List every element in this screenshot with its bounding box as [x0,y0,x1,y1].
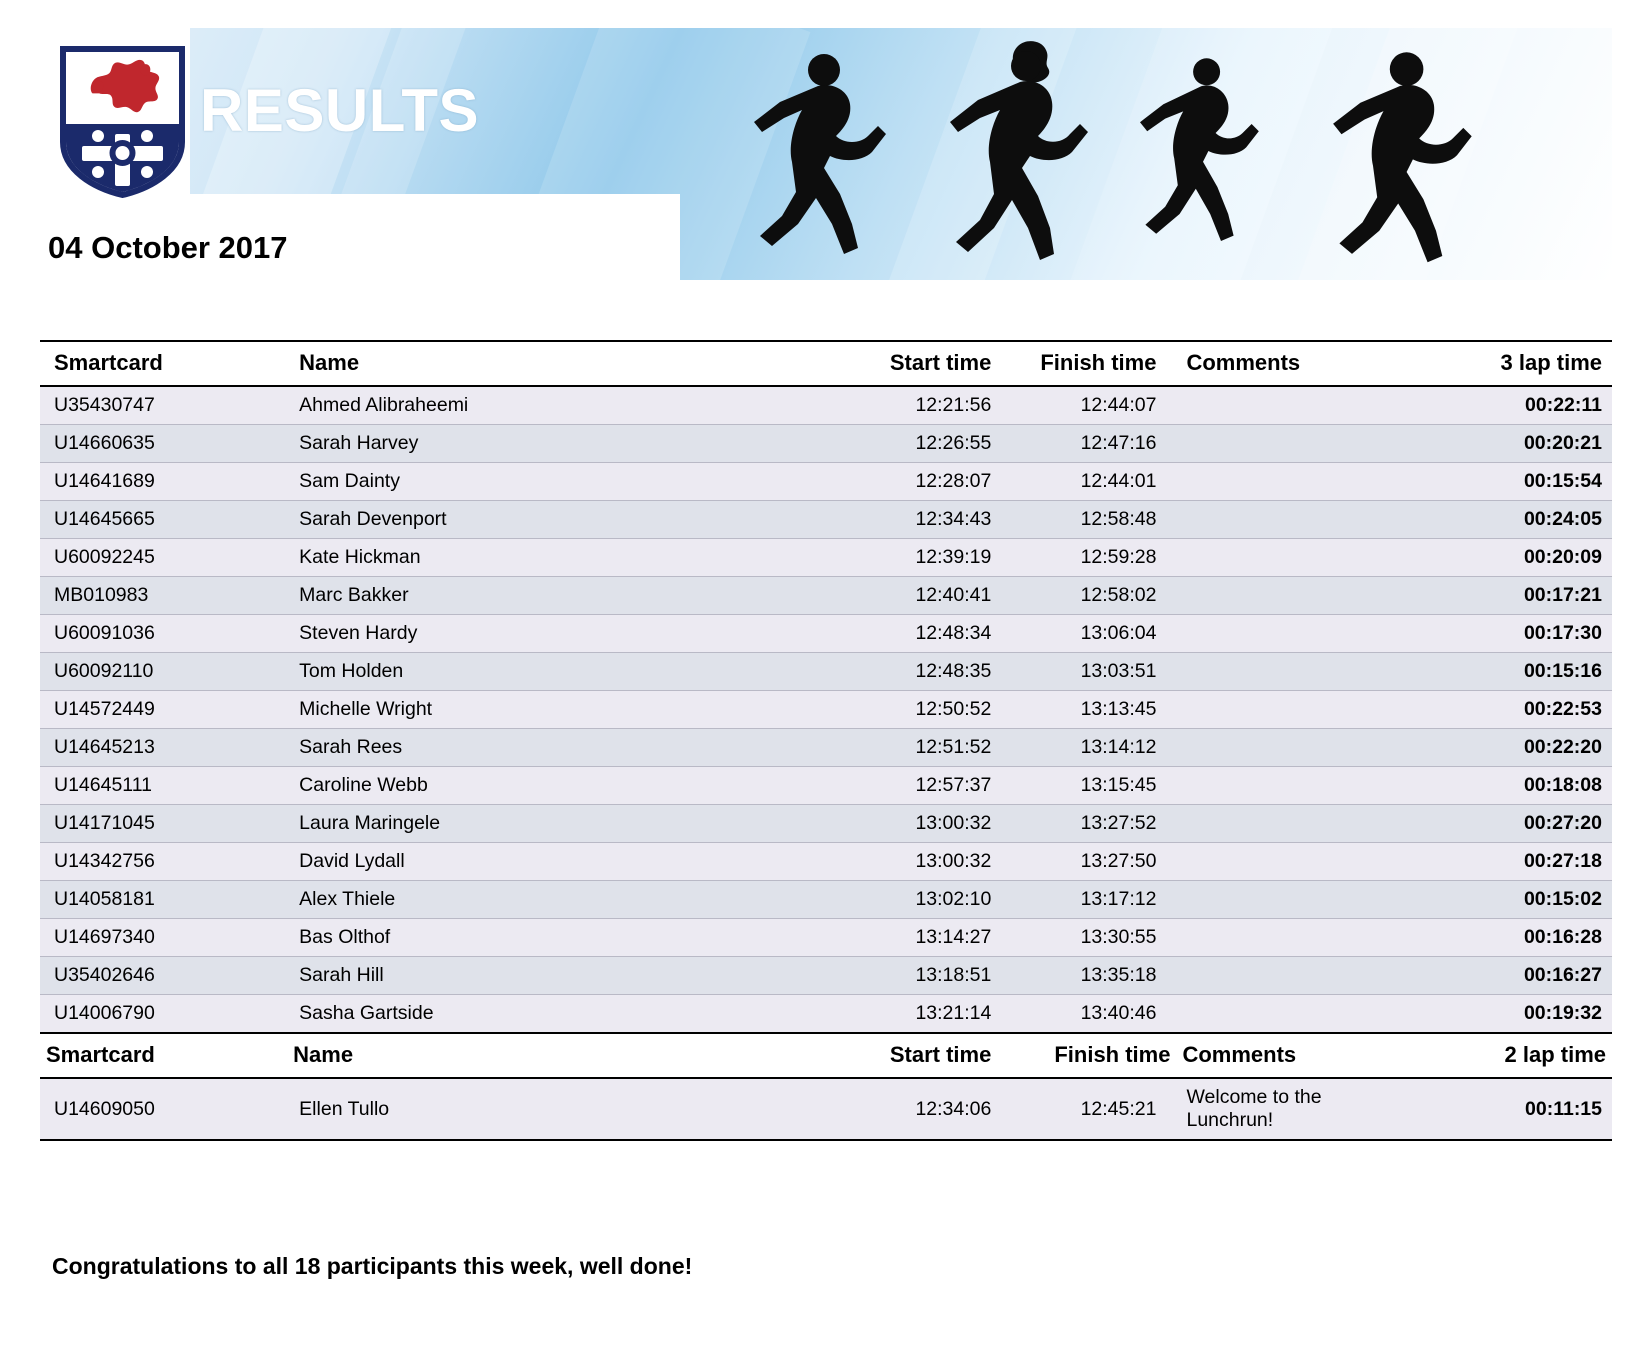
congratulations-note: Congratulations to all 18 participants this week, well done! [52,1253,693,1279]
cell-comments [1176,501,1413,539]
cell-smartcard: U35430747 [40,386,287,425]
table-row [40,463,1612,501]
table-row [40,729,1612,767]
table-row [40,1078,1612,1140]
col-start-time-2lap: Start time [819,1033,997,1078]
cell-comments [1176,843,1413,881]
table-row [40,919,1612,957]
cell-comments [1176,881,1413,919]
cell-finish: 13:15:45 [997,767,1176,805]
cell-finish: 12:44:07 [997,386,1176,425]
cell-finish: 12:44:01 [997,463,1176,501]
cell-start: 12:28:07 [819,463,997,501]
cell-name: Kate Hickman [287,539,819,577]
cell-smartcard: U14572449 [40,691,287,729]
cell-comments [1176,691,1413,729]
cell-start: 12:57:37 [819,767,997,805]
cell-comments [1176,463,1413,501]
table-row [40,425,1612,463]
cell-comments [1176,767,1413,805]
cell-finish: 13:27:52 [997,805,1176,843]
cell-comments [1176,957,1413,995]
cell-lap-time: 00:18:08 [1414,767,1612,805]
cell-name: Sarah Rees [287,729,819,767]
table-row [40,615,1612,653]
cell-name: David Lydall [287,843,819,881]
table-row [40,653,1612,691]
cell-finish: 13:17:12 [997,881,1176,919]
cell-start: 12:50:52 [819,691,997,729]
cell-name: Ahmed Alibraheemi [287,386,819,425]
cell-comments [1176,919,1413,957]
cell-name: Sam Dainty [287,463,819,501]
university-crest-icon [60,46,185,198]
cell-comments [1176,653,1413,691]
cell-finish: 12:58:48 [997,501,1176,539]
cell-smartcard: U14609050 [40,1078,287,1140]
cell-start: 13:21:14 [819,995,997,1034]
cell-finish: 12:59:28 [997,539,1176,577]
cell-finish: 13:13:45 [997,691,1176,729]
cell-comments [1176,995,1413,1034]
table-row [40,843,1612,881]
cell-finish: 12:47:16 [997,425,1176,463]
cell-comments [1176,805,1413,843]
two-lap-section [40,1033,1612,1140]
cell-start: 12:39:19 [819,539,997,577]
cell-lap-time: 00:16:28 [1414,919,1612,957]
table-header-row-3lap [40,341,1612,386]
cell-start: 12:21:56 [819,386,997,425]
table-row [40,995,1612,1034]
cell-smartcard: U14342756 [40,843,287,881]
cell-smartcard: MB010983 [40,577,287,615]
cell-smartcard: U14006790 [40,995,287,1034]
col-finish-time-2lap: Finish time [997,1033,1176,1078]
cell-finish: 13:30:55 [997,919,1176,957]
cell-name: Bas Olthof [287,919,819,957]
cell-lap-time: 00:15:16 [1414,653,1612,691]
cell-name: Marc Bakker [287,577,819,615]
cell-name: Sarah Devenport [287,501,819,539]
cell-comments [1176,425,1413,463]
col-comments: Comments [1176,341,1413,386]
cell-smartcard: U14058181 [40,881,287,919]
cell-lap-time: 00:19:32 [1414,995,1612,1034]
cell-smartcard: U14641689 [40,463,287,501]
table-row [40,767,1612,805]
cell-smartcard: U14660635 [40,425,287,463]
col-start-time: Start time [819,341,997,386]
cell-name: Steven Hardy [287,615,819,653]
cell-start: 13:00:32 [819,843,997,881]
cell-comments [1176,386,1413,425]
results-table [40,340,1612,1141]
cell-start: 12:51:52 [819,729,997,767]
cell-name: Tom Holden [287,653,819,691]
cell-lap-time: 00:15:02 [1414,881,1612,919]
cell-start: 12:34:43 [819,501,997,539]
cell-finish: 13:40:46 [997,995,1176,1034]
cell-finish: 12:58:02 [997,577,1176,615]
cell-lap-time: 00:22:53 [1414,691,1612,729]
col-smartcard: Smartcard [40,341,287,386]
cell-smartcard: U60092245 [40,539,287,577]
cell-lap-time: 00:20:21 [1414,425,1612,463]
cell-comments [1176,577,1413,615]
page-title: RESULTS [200,77,480,144]
col-comments-2lap: Comments [1176,1033,1413,1078]
table-row [40,881,1612,919]
results-sheet [40,340,1612,1141]
col-name: Name [287,341,819,386]
cell-finish: 13:14:12 [997,729,1176,767]
cell-start: 13:00:32 [819,805,997,843]
cell-smartcard: U60091036 [40,615,287,653]
runner-silhouettes-icon [722,40,1542,280]
cell-start: 12:48:34 [819,615,997,653]
col-finish-time: Finish time [997,341,1176,386]
col-smartcard-2lap: Smartcard [40,1033,287,1078]
cell-comments [1176,539,1413,577]
cell-start: 12:40:41 [819,577,997,615]
cell-lap-time: 00:22:11 [1414,386,1612,425]
cell-start: 13:18:51 [819,957,997,995]
cell-name: Sarah Hill [287,957,819,995]
cell-lap-time: 00:22:20 [1414,729,1612,767]
table-row [40,805,1612,843]
cell-start: 13:14:27 [819,919,997,957]
cell-finish: 13:27:50 [997,843,1176,881]
cell-name: Ellen Tullo [287,1078,819,1140]
cell-lap-time: 00:16:27 [1414,957,1612,995]
cell-smartcard: U14645665 [40,501,287,539]
three-lap-body [40,386,1612,1033]
cell-name: Sasha Gartside [287,995,819,1034]
cell-finish: 13:06:04 [997,615,1176,653]
table-header-row-2lap [40,1033,1612,1078]
cell-lap-time: 00:27:18 [1414,843,1612,881]
table-row [40,577,1612,615]
header-banner [40,28,1612,280]
col-3-lap-time: 3 lap time [1414,341,1612,386]
cell-name: Caroline Webb [287,767,819,805]
cell-finish: 12:45:21 [997,1078,1176,1140]
cell-smartcard: U14645213 [40,729,287,767]
cell-lap-time: 00:17:30 [1414,615,1612,653]
table-row [40,957,1612,995]
cell-name: Alex Thiele [287,881,819,919]
cell-start: 13:02:10 [819,881,997,919]
table-row [40,386,1612,425]
cell-lap-time: 00:27:20 [1414,805,1612,843]
cell-lap-time: 00:24:05 [1414,501,1612,539]
cell-finish: 13:03:51 [997,653,1176,691]
table-row [40,539,1612,577]
cell-smartcard: U35402646 [40,957,287,995]
cell-name: Michelle Wright [287,691,819,729]
col-2-lap-time: 2 lap time [1414,1033,1612,1078]
cell-lap-time: 00:20:09 [1414,539,1612,577]
cell-lap-time: 00:17:21 [1414,577,1612,615]
cell-comments [1176,615,1413,653]
cell-lap-time: 00:11:15 [1414,1078,1612,1140]
cell-comments: Welcome to the Lunchrun! [1176,1078,1413,1140]
col-name-2lap: Name [287,1033,819,1078]
cell-finish: 13:35:18 [997,957,1176,995]
cell-smartcard: U14645111 [40,767,287,805]
cell-lap-time: 00:15:54 [1414,463,1612,501]
cell-start: 12:26:55 [819,425,997,463]
cell-start: 12:48:35 [819,653,997,691]
cell-name: Sarah Harvey [287,425,819,463]
table-row [40,691,1612,729]
cell-comments [1176,729,1413,767]
event-date: 04 October 2017 [48,230,288,265]
cell-smartcard: U14171045 [40,805,287,843]
cell-smartcard: U14697340 [40,919,287,957]
cell-start: 12:34:06 [819,1078,997,1140]
cell-name: Laura Maringele [287,805,819,843]
cell-smartcard: U60092110 [40,653,287,691]
table-row [40,501,1612,539]
